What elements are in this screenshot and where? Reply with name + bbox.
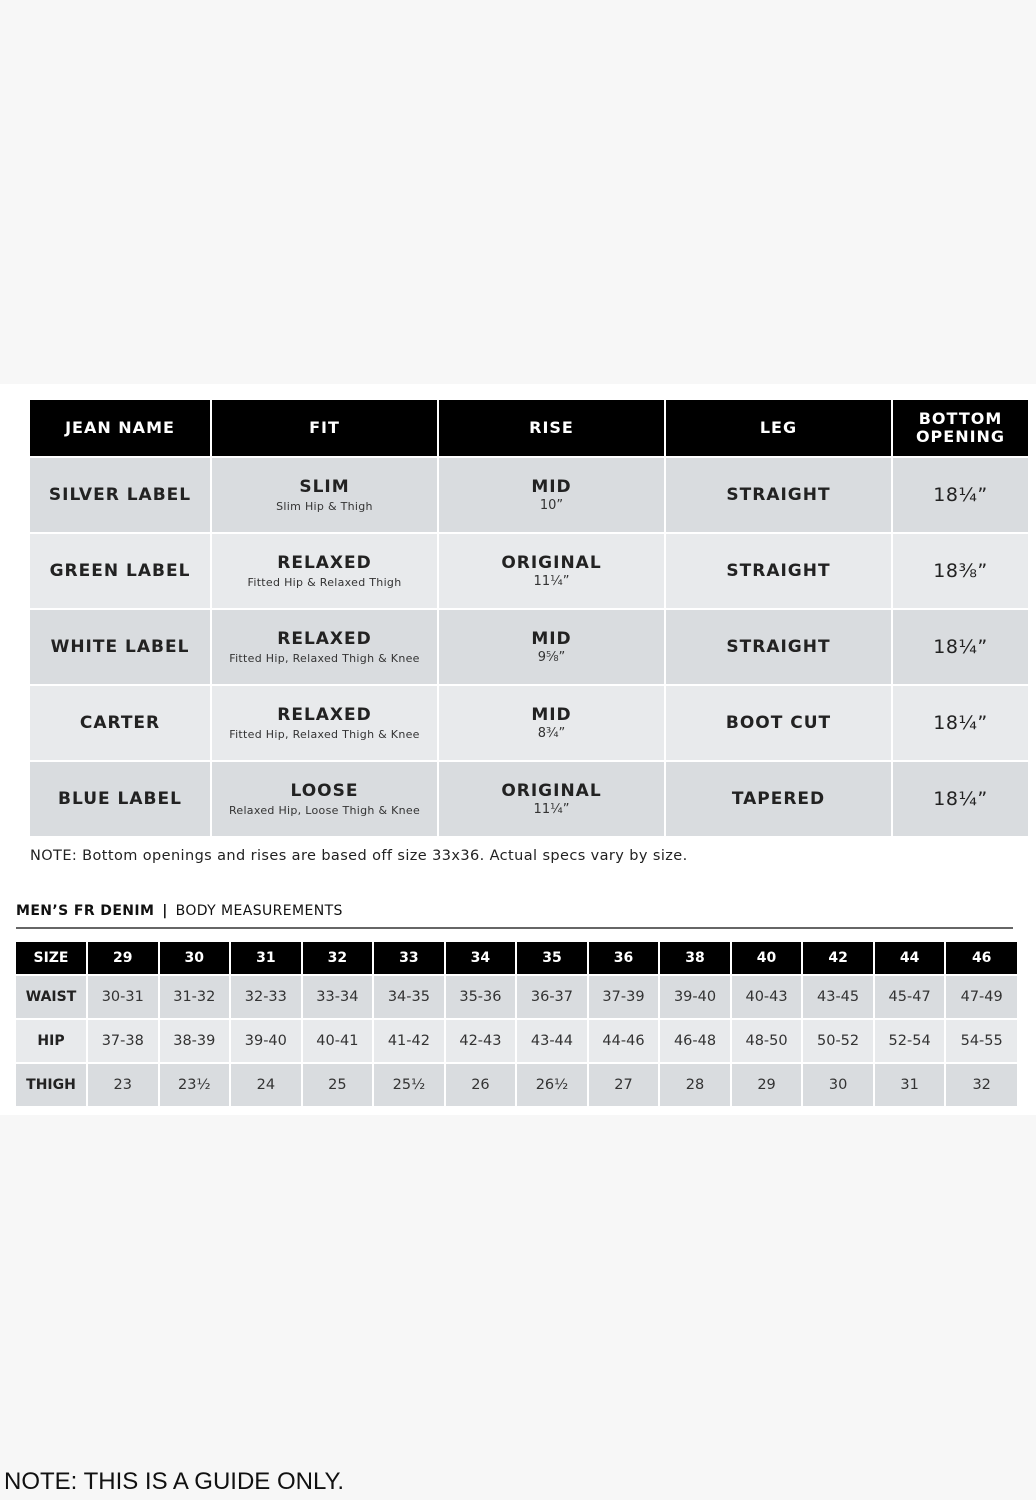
rise-value: 11¼” <box>533 574 570 589</box>
measurement-value: 36-37 <box>516 975 588 1019</box>
fit-detail: Fitted Hip & Relaxed Thigh <box>247 576 402 589</box>
body-measurements-title <box>16 903 343 919</box>
rise-value: 10” <box>539 498 564 513</box>
leg-cell: STRAIGHT <box>665 457 892 533</box>
measurement-value: 33-34 <box>302 975 374 1019</box>
rise-name: MID <box>531 629 572 649</box>
measurement-label: HIP <box>16 1019 87 1063</box>
fit-detail: Fitted Hip, Relaxed Thigh & Knee <box>229 728 420 741</box>
size-header: 46 <box>945 942 1017 975</box>
header-leg: LEG <box>665 400 892 457</box>
measurement-value: 28 <box>659 1063 731 1106</box>
fit-name: LOOSE <box>290 781 359 801</box>
measurement-label: THIGH <box>16 1063 87 1106</box>
size-header: 42 <box>802 942 874 975</box>
fit-table-note: NOTE: Bottom openings and rises are based off size 33x36. Actual specs vary by size. <box>30 848 688 864</box>
rise-name: MID <box>531 705 572 725</box>
jean-name-cell: GREEN LABEL <box>30 533 211 609</box>
measurement-value: 32 <box>945 1063 1017 1106</box>
bottom-opening-cell: 18¼” <box>892 609 1028 685</box>
measurement-value: 30-31 <box>87 975 159 1019</box>
measurement-value: 25 <box>302 1063 374 1106</box>
fit-cell <box>211 685 438 761</box>
jean-name-cell: CARTER <box>30 685 211 761</box>
fit-name: RELAXED <box>277 553 372 573</box>
measurement-value: 52-54 <box>874 1019 946 1063</box>
body-table-header-row <box>16 942 1017 975</box>
size-header: 33 <box>373 942 445 975</box>
measurement-value: 44-46 <box>588 1019 660 1063</box>
table-row <box>30 685 1028 761</box>
size-header: 32 <box>302 942 374 975</box>
measurement-value: 43-44 <box>516 1019 588 1063</box>
measurement-value: 37-39 <box>588 975 660 1019</box>
fit-name: RELAXED <box>277 629 372 649</box>
measurement-label: WAIST <box>16 975 87 1019</box>
fit-detail: Slim Hip & Thigh <box>276 500 373 513</box>
jean-name-cell: BLUE LABEL <box>30 761 211 836</box>
size-header: 31 <box>230 942 302 975</box>
fit-cell <box>211 533 438 609</box>
measurement-value: 23½ <box>159 1063 231 1106</box>
rise-name: ORIGINAL <box>501 553 602 573</box>
jean-name-cell: WHITE LABEL <box>30 609 211 685</box>
measurement-value: 37-38 <box>87 1019 159 1063</box>
rise-value: 8¾” <box>537 726 566 741</box>
measurement-value: 30 <box>802 1063 874 1106</box>
rise-cell <box>438 533 665 609</box>
header-jean-name: JEAN NAME <box>30 400 211 457</box>
fit-cell <box>211 609 438 685</box>
measurement-value: 42-43 <box>445 1019 517 1063</box>
rise-cell <box>438 685 665 761</box>
size-chart-image <box>0 384 1036 1115</box>
table-row <box>30 533 1028 609</box>
measurement-value: 25½ <box>373 1063 445 1106</box>
fit-detail: Fitted Hip, Relaxed Thigh & Knee <box>229 652 420 665</box>
jean-fit-table <box>30 400 1028 836</box>
size-header: 40 <box>731 942 803 975</box>
measurement-value: 26½ <box>516 1063 588 1106</box>
table-row <box>30 761 1028 836</box>
body-measurements-table <box>16 942 1017 1106</box>
guide-note: NOTE: THIS IS A GUIDE ONLY. <box>4 1468 345 1495</box>
bottom-opening-cell: 18¼” <box>892 457 1028 533</box>
table-row <box>30 609 1028 685</box>
rise-cell <box>438 761 665 836</box>
measurement-value: 40-43 <box>731 975 803 1019</box>
measurement-value: 31-32 <box>159 975 231 1019</box>
header-fit: FIT <box>211 400 438 457</box>
measurement-value: 39-40 <box>230 1019 302 1063</box>
measurement-value: 26 <box>445 1063 517 1106</box>
bottom-opening-cell: 18¼” <box>892 761 1028 836</box>
measurement-value: 38-39 <box>159 1019 231 1063</box>
body-title-separator: | <box>162 903 168 919</box>
body-title-strong: MEN’S FR DENIM <box>16 903 155 919</box>
body-table-body <box>16 975 1017 1106</box>
rise-cell <box>438 457 665 533</box>
fit-name: RELAXED <box>277 705 372 725</box>
table-row <box>30 457 1028 533</box>
fit-cell <box>211 457 438 533</box>
bottom-opening-cell: 18¼” <box>892 685 1028 761</box>
measurement-value: 24 <box>230 1063 302 1106</box>
leg-cell: TAPERED <box>665 761 892 836</box>
size-header: 30 <box>159 942 231 975</box>
section-divider <box>16 927 1013 929</box>
bottom-opening-cell: 18⅜” <box>892 533 1028 609</box>
jean-name-cell: SILVER LABEL <box>30 457 211 533</box>
rise-value: 11¼” <box>533 802 570 817</box>
header-rise: RISE <box>438 400 665 457</box>
fit-name: SLIM <box>299 477 350 497</box>
measurement-value: 43-45 <box>802 975 874 1019</box>
leg-cell: STRAIGHT <box>665 609 892 685</box>
measurement-value: 47-49 <box>945 975 1017 1019</box>
measurement-value: 40-41 <box>302 1019 374 1063</box>
header-size: SIZE <box>16 942 87 975</box>
measurement-value: 41-42 <box>373 1019 445 1063</box>
leg-cell: BOOT CUT <box>665 685 892 761</box>
rise-cell <box>438 609 665 685</box>
rise-name: ORIGINAL <box>501 781 602 801</box>
measurement-value: 31 <box>874 1063 946 1106</box>
fit-detail: Relaxed Hip, Loose Thigh & Knee <box>228 804 421 817</box>
measurement-value: 27 <box>588 1063 660 1106</box>
fit-table-body <box>30 457 1028 836</box>
table-row <box>16 1063 1017 1106</box>
size-header: 44 <box>874 942 946 975</box>
fit-table-header-row <box>30 400 1028 457</box>
size-header: 34 <box>445 942 517 975</box>
measurement-value: 54-55 <box>945 1019 1017 1063</box>
measurement-value: 32-33 <box>230 975 302 1019</box>
measurement-value: 45-47 <box>874 975 946 1019</box>
measurement-value: 39-40 <box>659 975 731 1019</box>
size-header: 38 <box>659 942 731 975</box>
size-header: 36 <box>588 942 660 975</box>
measurement-value: 50-52 <box>802 1019 874 1063</box>
table-row <box>16 975 1017 1019</box>
fit-cell <box>211 761 438 836</box>
measurement-value: 34-35 <box>373 975 445 1019</box>
measurement-value: 48-50 <box>731 1019 803 1063</box>
table-row <box>16 1019 1017 1063</box>
measurement-value: 29 <box>731 1063 803 1106</box>
size-header: 35 <box>516 942 588 975</box>
rise-value: 9⅝” <box>537 650 566 665</box>
body-title-rest: BODY MEASUREMENTS <box>175 903 343 919</box>
rise-name: MID <box>531 477 572 497</box>
header-bottom-opening: BOTTOM OPENING <box>892 400 1028 457</box>
measurement-value: 46-48 <box>659 1019 731 1063</box>
leg-cell: STRAIGHT <box>665 533 892 609</box>
measurement-value: 23 <box>87 1063 159 1106</box>
measurement-value: 35-36 <box>445 975 517 1019</box>
size-header: 29 <box>87 942 159 975</box>
